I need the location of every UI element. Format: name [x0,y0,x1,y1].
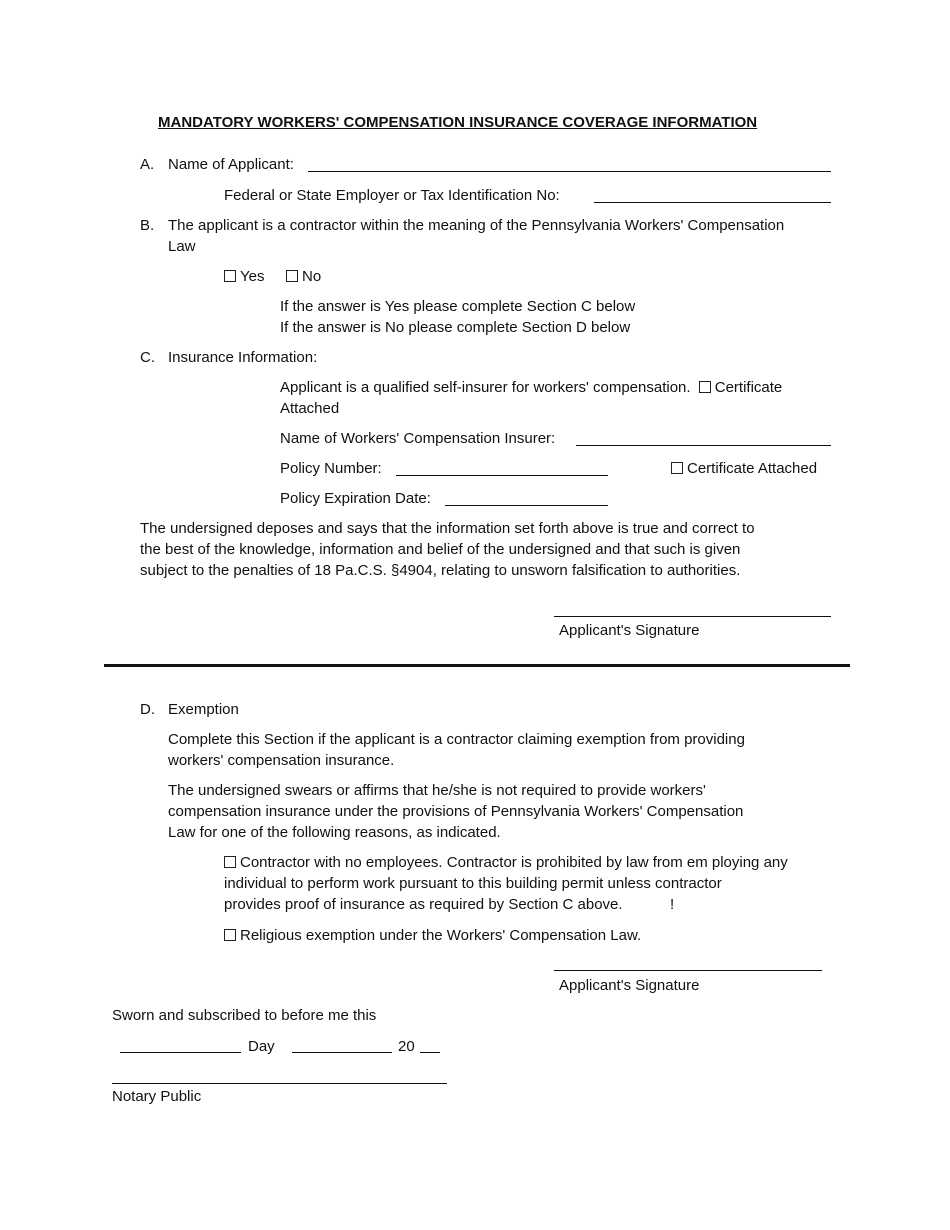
insurer-name-label: Name of Workers' Compensation Insurer: [280,430,556,447]
religious-exemption-checkbox[interactable] [224,929,236,941]
instruction-yes: If the answer is Yes please complete Section C below [280,298,636,315]
tax-id-field[interactable] [594,202,831,203]
exemption-para2-line3: Law for one of the following reasons, as indicated. [168,824,501,841]
section-b-letter: B. [140,217,155,234]
exemption-para2-line2: compensation insurance under the provisions of Pennsylvania Workers' Compensation [168,803,744,820]
section-c-letter: C. [140,349,155,366]
religious-exemption-label: Religious exemption under the Workers' Compensation Law. [240,927,642,944]
self-insurer-certificate-checkbox[interactable] [699,381,711,393]
self-insurer-text: Applicant is a qualified self-insurer for workers' compensation. [280,379,691,396]
yes-checkbox[interactable] [224,270,236,282]
applicant-name-field[interactable] [308,171,831,172]
no-option[interactable] [286,267,321,286]
certificate-attached-checkbox[interactable] [671,462,683,474]
section-a-letter: A. [140,156,155,173]
day-label: Day [248,1038,275,1055]
year-prefix: 20 [398,1038,415,1055]
section-divider [104,664,850,667]
applicant-name-label: Name of Applicant: [168,156,294,173]
applicant-signature-label: Applicant's Signature [559,622,700,639]
notary-public-label: Notary Public [112,1088,202,1105]
yes-label: Yes [240,268,265,285]
contractor-question-line2: Law [168,238,196,255]
section-d-letter: D. [140,701,155,718]
applicant-signature-label-2: Applicant's Signature [559,977,700,994]
yes-option[interactable] [224,267,264,286]
deposition-line2: the best of the knowledge, information and belief of the undersigned and that such is given [140,541,741,558]
self-insurer-line [280,378,782,397]
policy-number-label: Policy Number: [280,460,382,477]
stray-mark: ! [670,896,675,913]
exemption-para2-line1: The undersigned swears or affirms that he/she is not required to provide workers' [168,782,706,799]
certificate-attached-option[interactable] [671,459,817,478]
insurer-name-field[interactable] [576,445,831,446]
expiration-date-label: Policy Expiration Date: [280,490,431,507]
applicant-signature-line-2[interactable] [554,970,822,971]
notary-signature-line[interactable] [112,1083,447,1084]
no-employees-option[interactable] [224,853,788,872]
applicant-signature-line[interactable] [554,616,831,617]
day-field[interactable] [120,1052,241,1053]
instruction-no: If the answer is No please complete Section D below [280,319,631,336]
certificate-word: Certificate [714,379,783,396]
no-label: No [302,268,322,285]
policy-number-field[interactable] [396,475,608,476]
deposition-line1: The undersigned deposes and says that the information set forth above is true and correct to [140,520,755,537]
exemption-para1-line1: Complete this Section if the applicant is a contractor claiming exemption from providing [168,731,745,748]
expiration-date-field[interactable] [445,505,608,506]
insurance-info-heading: Insurance Information: [168,349,318,366]
tax-id-label: Federal or State Employer or Tax Identification No: [224,187,560,204]
attached-word: Attached [280,400,340,417]
religious-exemption-option[interactable] [224,926,641,945]
deposition-line3: subject to the penalties of 18 Pa.C.S. §4904, relating to unsworn falsification to authorities. [140,562,741,579]
no-checkbox[interactable] [286,270,298,282]
no-employees-line3: provides proof of insurance as required by Section C above. [224,896,623,913]
certificate-attached-label: Certificate Attached [687,460,818,477]
form-title: MANDATORY WORKERS' COMPENSATION INSURANCE COVERAGE INFORMATION [158,114,758,131]
month-field[interactable] [292,1052,392,1053]
year-field[interactable] [420,1052,440,1053]
exemption-para1-line2: workers' compensation insurance. [168,752,395,769]
exemption-heading: Exemption [168,701,239,718]
sworn-statement: Sworn and subscribed to before me this [112,1007,377,1024]
no-employees-line2: individual to perform work pursuant to this building permit unless contractor [224,875,722,892]
no-employees-checkbox[interactable] [224,856,236,868]
no-employees-line1: Contractor with no employees. Contractor is prohibited by law from em ploying any [240,854,788,871]
contractor-question-line1: The applicant is a contractor within the meaning of the Pennsylvania Workers' Compensation [168,217,785,234]
